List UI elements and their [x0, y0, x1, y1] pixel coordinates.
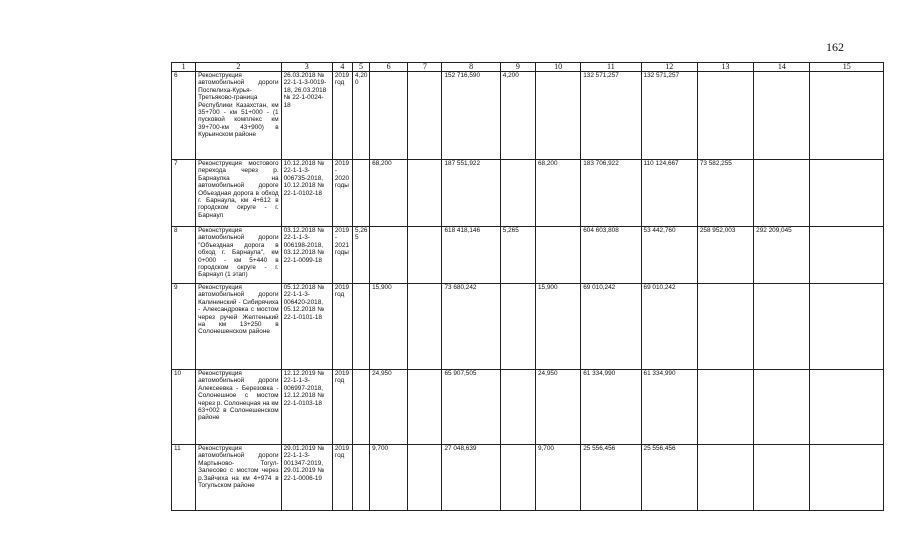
- col-header: 9: [500, 63, 535, 72]
- financing-2021-cell: [754, 370, 810, 445]
- length-2-cell: 15,900: [370, 284, 408, 370]
- col-header: 14: [754, 63, 810, 72]
- col-header: 1: [172, 63, 196, 72]
- row-number-cell: 9: [172, 284, 196, 370]
- estimated-cost-cell: 618 418,146: [442, 227, 500, 284]
- object-name-cell: Реконструкция автомобильной дороги Мартыново- Тогул-Залесово с мостом через р.Зайчиха на км 4+974 в Тогульском районе: [196, 445, 281, 511]
- total-financing-cell: 132 571,257: [581, 72, 641, 160]
- column-number-row: [172, 63, 884, 72]
- total-financing-cell: 69 010,242: [581, 284, 641, 370]
- period-cell: 2019 год: [332, 284, 352, 370]
- period-cell: 2019 - 2021 годы: [332, 227, 352, 284]
- row-number-cell: 11: [172, 445, 196, 511]
- col-7-cell: [408, 160, 442, 227]
- row-number-cell: 8: [172, 227, 196, 284]
- financing-2020-cell: [697, 72, 753, 160]
- total-financing-cell: 604 603,808: [581, 227, 641, 284]
- col-header: 7: [408, 63, 442, 72]
- col-7-cell: [408, 370, 442, 445]
- capacity-2-cell: 24,950: [535, 370, 580, 445]
- capacity-1-cell: 5,265: [500, 227, 535, 284]
- financing-2021-cell: [754, 284, 810, 370]
- col-7-cell: [408, 284, 442, 370]
- capacity-2-cell: [535, 227, 580, 284]
- table-row: [172, 445, 884, 511]
- col-15-cell: [810, 160, 884, 227]
- col-header: 5: [352, 63, 369, 72]
- document-ref-cell: 03.12.2018 № 22-1-1-3-006198-2018, 03.12.2018 № 22-1-0099-18: [281, 227, 332, 284]
- financing-2019-cell: 69 010,242: [641, 284, 697, 370]
- register-table: [171, 62, 884, 511]
- length-1-cell: [352, 445, 369, 511]
- financing-2020-cell: [697, 370, 753, 445]
- col-15-cell: [810, 227, 884, 284]
- total-financing-cell: 61 334,990: [581, 370, 641, 445]
- col-15-cell: [810, 445, 884, 511]
- financing-2021-cell: [754, 445, 810, 511]
- document-ref-cell: 05.12.2018 № 22-1-1-3-006420-2018, 05.12.2018 № 22-1-0101-18: [281, 284, 332, 370]
- financing-2020-cell: [697, 445, 753, 511]
- object-name-cell: Реконструкция автомобильной дороги Калининский - Сибирячиха - Александровка с мостом через ручей Желтенький на км 13+250 в Солонешенском районе: [196, 284, 281, 370]
- row-number-cell: 10: [172, 370, 196, 445]
- financing-2020-cell: [697, 284, 753, 370]
- financing-2019-cell: 61 334,990: [641, 370, 697, 445]
- object-name-cell: Реконструкция мостового перехода через р. Барнаулка на автомобильной дороге Объездная дорога в обход г. Барнаула, км 4+612 в городском округе - г. Барнаул: [196, 160, 281, 227]
- length-1-cell: [352, 160, 369, 227]
- length-1-cell: [352, 370, 369, 445]
- object-name-cell: Реконструкция автомобильной дороги "Объездная дорога в обход г. Барнаула", км 0+000 - км 5+440 в городском округе - г. Барнаул (1 этап): [196, 227, 281, 284]
- col-header: 15: [810, 63, 884, 72]
- financing-2019-cell: 132 571,257: [641, 72, 697, 160]
- col-header: 6: [370, 63, 408, 72]
- estimated-cost-cell: 187 551,922: [442, 160, 500, 227]
- length-2-cell: [370, 227, 408, 284]
- document-ref-cell: 29.01.2019 № 22-1-1-3-001347-2019, 29.01.2019 № 22-1-0006-19: [281, 445, 332, 511]
- capacity-2-cell: 68,200: [535, 160, 580, 227]
- period-cell: 2019 год: [332, 445, 352, 511]
- capacity-2-cell: [535, 72, 580, 160]
- capacity-1-cell: [500, 370, 535, 445]
- period-cell: 2019 год: [332, 370, 352, 445]
- length-2-cell: 24,950: [370, 370, 408, 445]
- period-cell: 2019 год: [332, 72, 352, 160]
- period-cell: 2019 - 2020 годы: [332, 160, 352, 227]
- capacity-1-cell: [500, 445, 535, 511]
- table-row: [172, 284, 884, 370]
- row-number-cell: 7: [172, 160, 196, 227]
- length-1-cell: 4,20 0: [352, 72, 369, 160]
- estimated-cost-cell: 65 907,505: [442, 370, 500, 445]
- total-financing-cell: 183 706,922: [581, 160, 641, 227]
- col-header: 12: [641, 63, 697, 72]
- col-15-cell: [810, 370, 884, 445]
- capacity-1-cell: [500, 284, 535, 370]
- financing-2019-cell: 25 556,456: [641, 445, 697, 511]
- length-2-cell: 9,700: [370, 445, 408, 511]
- capacity-1-cell: 4,200: [500, 72, 535, 160]
- col-7-cell: [408, 227, 442, 284]
- financing-2021-cell: 292 209,045: [754, 227, 810, 284]
- estimated-cost-cell: 27 048,639: [442, 445, 500, 511]
- financing-2020-cell: 258 952,003: [697, 227, 753, 284]
- col-header: 8: [442, 63, 500, 72]
- financing-2019-cell: 110 124,667: [641, 160, 697, 227]
- col-header: 11: [581, 63, 641, 72]
- table-row: [172, 160, 884, 227]
- length-1-cell: [352, 284, 369, 370]
- object-name-cell: Реконструкция автомобильной дороги Поспелиха-Курья-Третьяково-граница Республики Казахстан, км 35+700 - км 51+000 - (1 пусковой комплекс км 39+700-км 43+900) в Курьинском районе: [196, 72, 281, 160]
- length-2-cell: [370, 72, 408, 160]
- page-number: 162: [826, 40, 844, 54]
- financing-2019-cell: 53 442,760: [641, 227, 697, 284]
- financing-2021-cell: [754, 160, 810, 227]
- length-2-cell: 68,200: [370, 160, 408, 227]
- row-number-cell: 6: [172, 72, 196, 160]
- table-row: [172, 227, 884, 284]
- table-row: [172, 370, 884, 445]
- total-financing-cell: 25 556,456: [581, 445, 641, 511]
- table-row: [172, 72, 884, 160]
- col-15-cell: [810, 72, 884, 160]
- financing-2020-cell: 73 582,255: [697, 160, 753, 227]
- capacity-2-cell: 9,700: [535, 445, 580, 511]
- col-header: 2: [196, 63, 281, 72]
- col-header: 10: [535, 63, 580, 72]
- col-7-cell: [408, 445, 442, 511]
- estimated-cost-cell: 152 716,590: [442, 72, 500, 160]
- estimated-cost-cell: 73 680,242: [442, 284, 500, 370]
- object-name-cell: Реконструкция автомобильной дороги Алексеевка - Березовка - Солонешное с мостом через р. Солонецная на км 63+002 в Солонешенском районе: [196, 370, 281, 445]
- col-header: 3: [281, 63, 332, 72]
- col-7-cell: [408, 72, 442, 160]
- col-header: 4: [332, 63, 352, 72]
- col-15-cell: [810, 284, 884, 370]
- col-header: 13: [697, 63, 753, 72]
- financing-2021-cell: [754, 72, 810, 160]
- document-ref-cell: 26.03.2018 № 22-1-1-3-0019-18, 26.03.2018 № 22-1-0024-18: [281, 72, 332, 160]
- document-ref-cell: 12.12.2019 № 22-1-1-3-006997-2018, 12.12.2018 № 22-1-0103-18: [281, 370, 332, 445]
- document-ref-cell: 10.12.2018 № 22-1-1-3-006735-2018, 10.12.2018 № 22-1-0102-18: [281, 160, 332, 227]
- capacity-1-cell: [500, 160, 535, 227]
- capacity-2-cell: 15,900: [535, 284, 580, 370]
- length-1-cell: 5,26 5: [352, 227, 369, 284]
